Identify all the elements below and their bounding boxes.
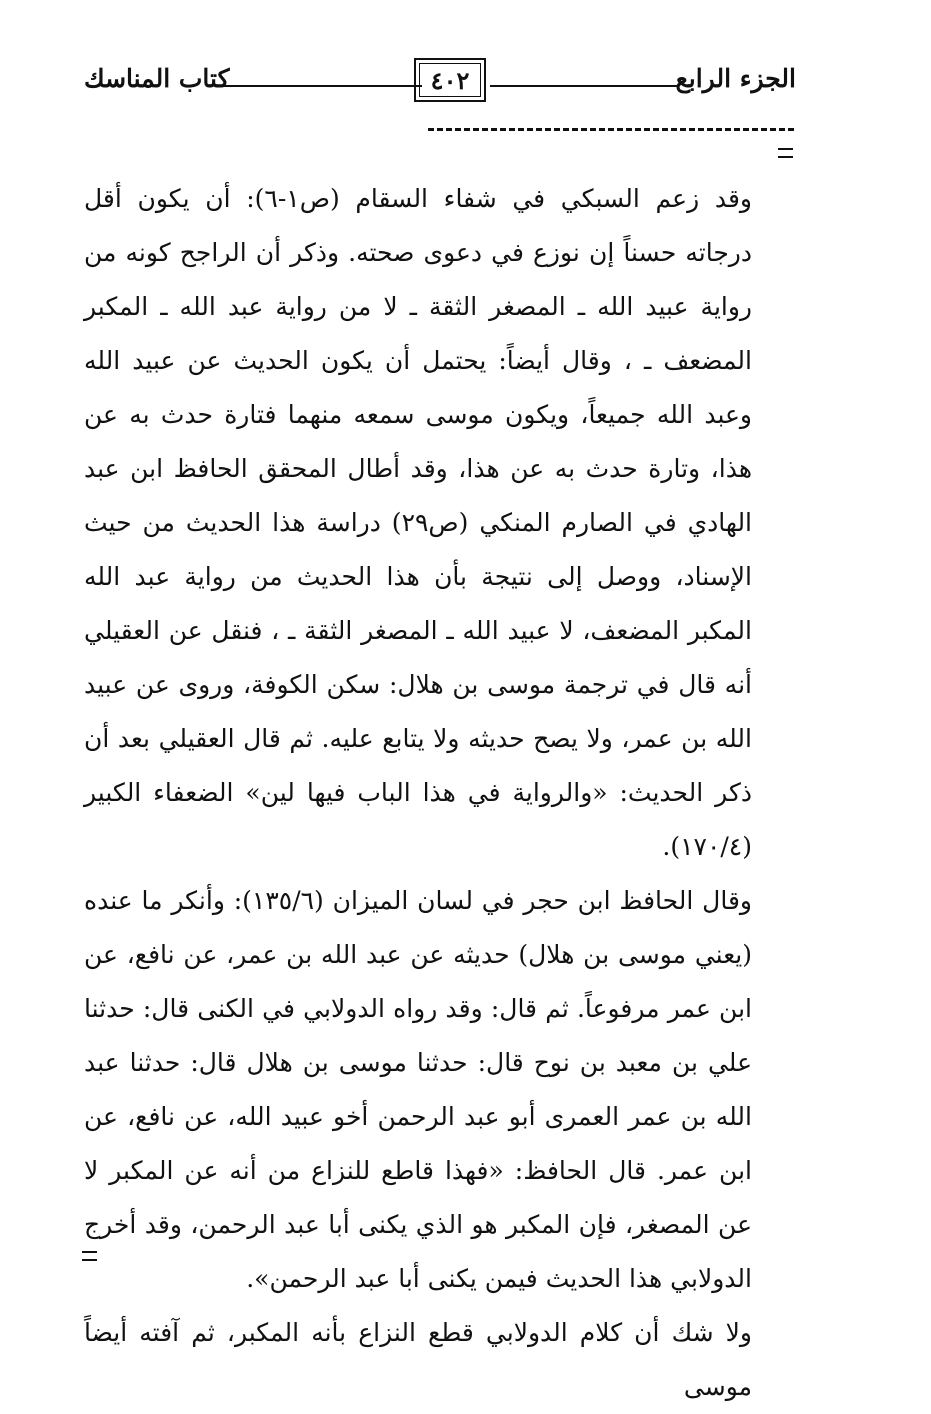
header-rule-left (222, 85, 422, 87)
continuation-mark-top (778, 148, 793, 158)
page-number-box (414, 58, 486, 102)
running-header (84, 58, 796, 110)
body-text (84, 172, 752, 1414)
header-rule-right (490, 85, 678, 87)
book-title: كتاب المناسك (84, 64, 230, 93)
dashed-separator (428, 128, 794, 131)
volume-title: الجزء الرابع (675, 64, 796, 93)
paragraph: وقد زعم السبكي في شفاء السقام (ص١-٦): أن يكون أقل درجاته حسناً إن نوزع في دعوى صحته. وذكر أن الراجح كونه من رواية عبيد الله ـ المصغر الثقة ـ لا من رواية عبد الله ـ المكبر المضعف ـ ، وقال أيضاً: يحتمل أن يكون الحديث عن عبيد الله وعبد الله جميعاً، ويكون موسى سمعه منهما فتارة حدث به عن هذا، وتارة حدث به عن هذا، وقد أطال المحقق الحافظ ابن عبد الهادي في الصارم المنكي (ص٢٩) دراسة هذا الحديث من حيث الإسناد، ووصل إلى نتيجة بأن هذا الحديث من رواية عبد الله المكبر المضعف، لا عبيد الله ـ المصغر الثقة ـ ، فنقل عن العقيلي أنه قال في ترجمة موسى بن هلال: سكن الكوفة، وروى عن عبيد الله بن عمر، ولا يصح حديثه ولا يتابع عليه. ثم قال العقيلي بعد أن ذكر الحديث: «والرواية في هذا الباب فيها لين» الضعفاء الكبير (١٧٠/٤). (84, 184, 753, 861)
page-number: ٤٠٢ (430, 65, 470, 95)
paragraph: وقال الحافظ ابن حجر في لسان الميزان (١٣٥/٦): وأنكر ما عنده (يعني موسى بن هلال) حديثه عن عبد الله بن عمر، عن نافع، عن ابن عمر مرفوعاً. ثم قال: وقد رواه الدولابي في الكنى قال: حدثنا علي بن معبد بن نوح قال: حدثنا موسى بن هلال قال: حدثنا عبد الله بن عمر العمرى أبو عبد الرحمن أخو عبيد الله، عن نافع، عن ابن عمر. قال الحافظ: «فهذا قاطع للنزاع من أنه عن المكبر لا عن المصغر، فإن المكبر هو الذي يكنى أبا عبد الرحمن، وقد أخرج الدولابي هذا الحديث فيمن يكنى أبا عبد الرحمن». (84, 886, 752, 1293)
continuation-mark-bottom (82, 1251, 97, 1261)
paragraph: ولا شك أن كلام الدولابي قطع النزاع بأنه المكبر، ثم آفته أيضاً موسى (84, 1318, 752, 1401)
